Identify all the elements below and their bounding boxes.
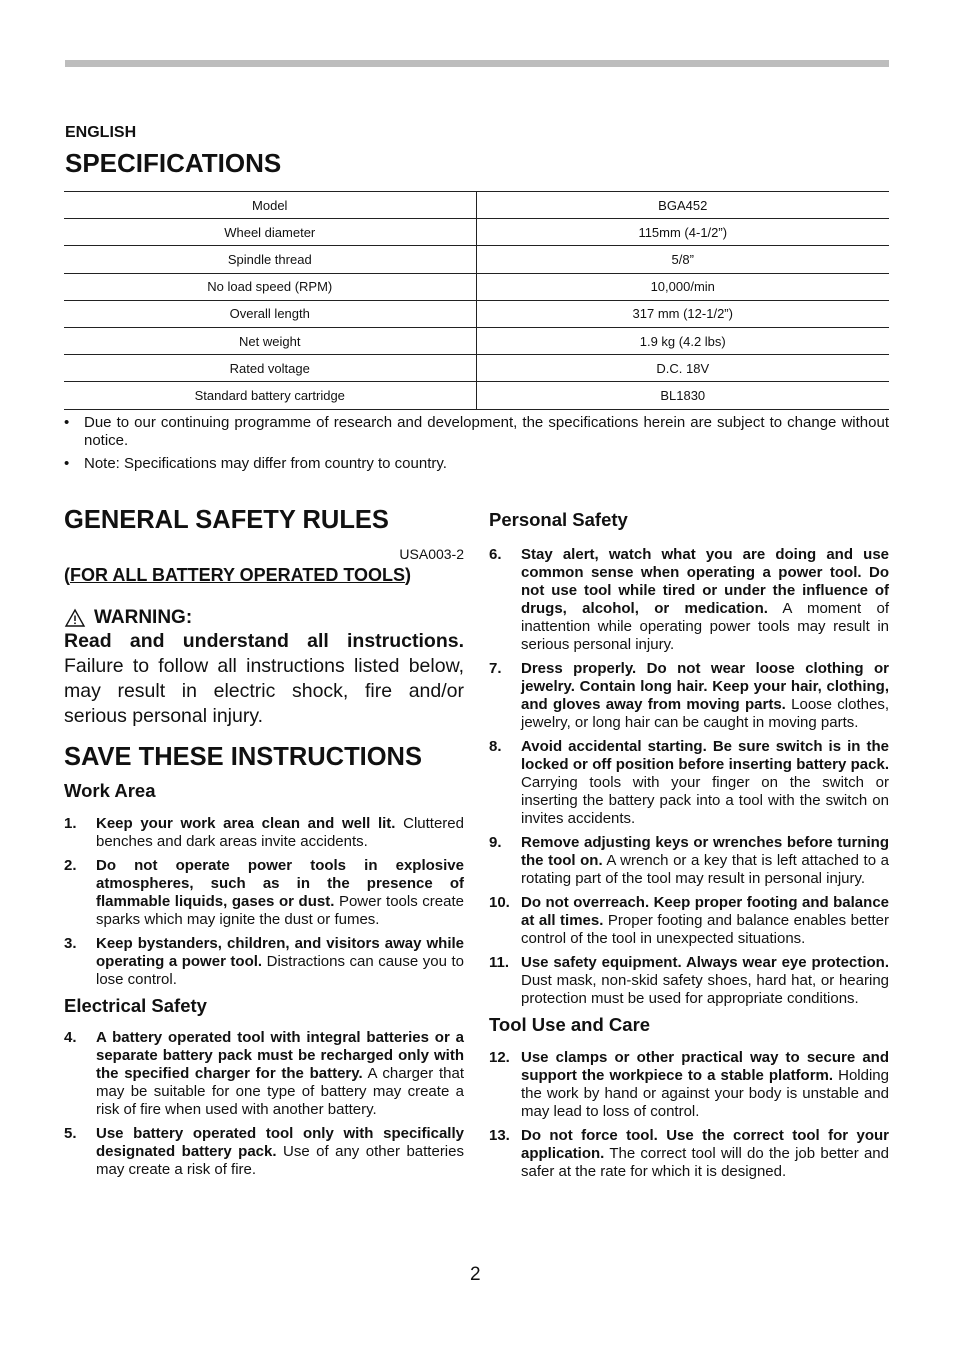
safety-title: GENERAL SAFETY RULES [64,506,389,534]
spec-label: Wheel diameter [64,219,476,246]
spec-label: Rated voltage [64,355,476,382]
spec-row [64,300,889,327]
list-item [489,834,889,888]
list-item [64,1125,464,1179]
spec-row [64,382,889,409]
item-number: 6. [489,546,502,563]
item-number: 12. [489,1049,510,1066]
item-bold-text: Keep bystanders, children, and visitors away while operating a power tool. [96,935,464,970]
item-bold-text: Do not force tool. Use the correct tool for your application. [521,1127,889,1162]
item-bold-text: Avoid accidental starting. Be sure switch is in the locked or off position before inserting battery pack. [521,738,889,773]
language-label: ENGLISH [65,124,137,141]
personal-list [489,546,889,1008]
subtitle-open-paren: ( [64,565,70,585]
item-number: 9. [489,834,502,851]
spec-value: 115mm (4-1/2”) [476,219,889,246]
item-text: Distractions can cause you to lose control. [96,953,464,988]
page-title: SPECIFICATIONS [65,148,282,178]
section-heading-electrical: Electrical Safety [64,995,207,1016]
item-number: 8. [489,738,502,755]
item-text: The correct tool will do the job better and safer at the rate for which it is designed. [521,1145,889,1180]
item-bold-text: Stay alert, watch what you are doing and use common sense when operating a power tool. Do not use tool while tired or under the influence of drugs, alcohol, or medication. [521,546,889,617]
list-item [489,546,889,654]
item-number: 5. [64,1125,77,1142]
item-text: A moment of inattention while operating power tools may result in serious personal injury. [521,600,889,653]
spec-table [64,191,889,410]
spec-row [64,246,889,273]
note-item: • Due to our continuing programme of research and development, the specifications herein are subject to change without notice. [64,414,889,450]
warning-triangle-icon [64,608,86,628]
item-bold-text: Dress properly. Do not wear loose clothing or jewelry. Contain long hair. Keep your hair, clothing, and gloves away from moving parts. [521,660,889,713]
spec-row [64,192,889,219]
electrical-list [64,1029,464,1179]
spec-value: 5/8” [476,246,889,273]
item-number: 2. [64,857,77,874]
item-text: Power tools create sparks which may ignite the dust or fumes. [96,893,464,928]
section-heading-personal: Personal Safety [489,509,628,530]
spec-row [64,355,889,382]
warning-rest: Failure to follow all instructions listed below, may result in electric shock, fire and/or serious personal injury. [64,655,464,727]
spec-row [64,273,889,300]
item-text: Carrying tools with your finger on the switch or inserting the battery pack into a tool with the switch on invites accidents. [521,774,889,827]
list-item [64,1029,464,1119]
spec-notes [64,414,889,478]
warning-bold: Read and understand all instructions. [64,630,464,652]
list-item [64,857,464,929]
doc-code: USA003-2 [399,546,464,562]
spec-label: Standard battery cartridge [64,382,476,409]
item-bold-text: Do not operate power tools in explosive atmospheres, such as in the presence of flammable liquids, gases or dust. [96,857,464,910]
safety-subtitle [64,564,464,586]
item-number: 4. [64,1029,77,1046]
warning-label: WARNING: [94,607,193,628]
spec-row [64,327,889,354]
safety-column-right [489,509,889,1187]
item-bold-text: Remove adjusting keys or wrenches before turning the tool on. [521,834,889,869]
tool-use-list [489,1049,889,1181]
spec-row [64,219,889,246]
item-number: 11. [489,954,510,971]
spec-value: BGA452 [476,192,889,219]
item-number: 3. [64,935,77,952]
page-number: 2 [470,1264,481,1285]
item-text: Cluttered benches and dark areas invite accidents. [96,815,464,850]
item-text: A charger that may be suitable for one type of battery may create a risk of fire when used with another battery. [96,1065,464,1118]
section-heading-work-area: Work Area [64,780,156,801]
list-item [489,954,889,1008]
item-bold-text: Use safety equipment. Always wear eye protection. [521,954,889,971]
spec-value: 317 mm (12-1/2”) [476,300,889,327]
list-item [489,738,889,828]
work-area-list [64,815,464,989]
item-number: 1. [64,815,77,832]
item-text: A wrench or a key that is left attached to a rotating part of the tool may result in personal injury. [521,852,889,887]
section-heading-tool-use: Tool Use and Care [489,1014,651,1035]
warning-heading [64,607,464,629]
spec-value: 1.9 kg (4.2 lbs) [476,327,889,354]
item-text: Loose clothes, jewelry, or long hair can be caught in moving parts. [521,696,890,731]
item-bold-text: Keep your work area clean and well lit. [96,815,396,832]
list-item [489,1049,889,1121]
item-bold-text: A battery operated tool with integral batteries or a separate battery pack must be recharged only with the specified charger for the battery. [96,1029,464,1082]
spec-value: BL1830 [476,382,889,409]
item-text: Holding the work by hand or against your body is unstable and may lead to loss of control. [521,1067,889,1120]
item-number: 7. [489,660,502,677]
safety-column-left [64,505,464,1185]
item-text: Use of any other batteries may create a risk of fire. [96,1143,464,1178]
spec-value: 10,000/min [476,273,889,300]
spec-label: Overall length [64,300,476,327]
note-item: • Note: Specifications may differ from country to country. [64,455,889,473]
spec-label: Model [64,192,476,219]
item-bold-text: Use battery operated tool only with specifically designated battery pack. [96,1125,464,1160]
list-item [489,660,889,732]
subtitle-close-paren: ) [405,565,412,585]
warning-text [64,629,464,729]
item-number: 13. [489,1127,510,1144]
spec-label: Spindle thread [64,246,476,273]
spec-value: D.C. 18V [476,355,889,382]
subtitle-text: FOR ALL BATTERY OPERATED TOOLS [70,565,406,585]
item-text: Proper footing and balance enables better control of the tool in unexpected situations. [521,912,889,947]
item-bold-text: Do not overreach. Keep proper footing and balance at all times. [521,894,889,929]
item-text: Dust mask, non-skid safety shoes, hard hat, or hearing protection must be used for appropriate conditions. [521,972,889,1007]
spec-label: No load speed (RPM) [64,273,476,300]
header-rule [65,60,889,67]
list-item [64,815,464,851]
list-item [489,894,889,948]
list-item [489,1127,889,1181]
item-number: 10. [489,894,510,911]
list-item [64,935,464,989]
save-instructions-title: SAVE THESE INSTRUCTIONS [64,743,422,771]
item-bold-text: Use clamps or other practical way to secure and support the workpiece to a stable platform. [521,1049,889,1084]
spec-label: Net weight [64,327,476,354]
